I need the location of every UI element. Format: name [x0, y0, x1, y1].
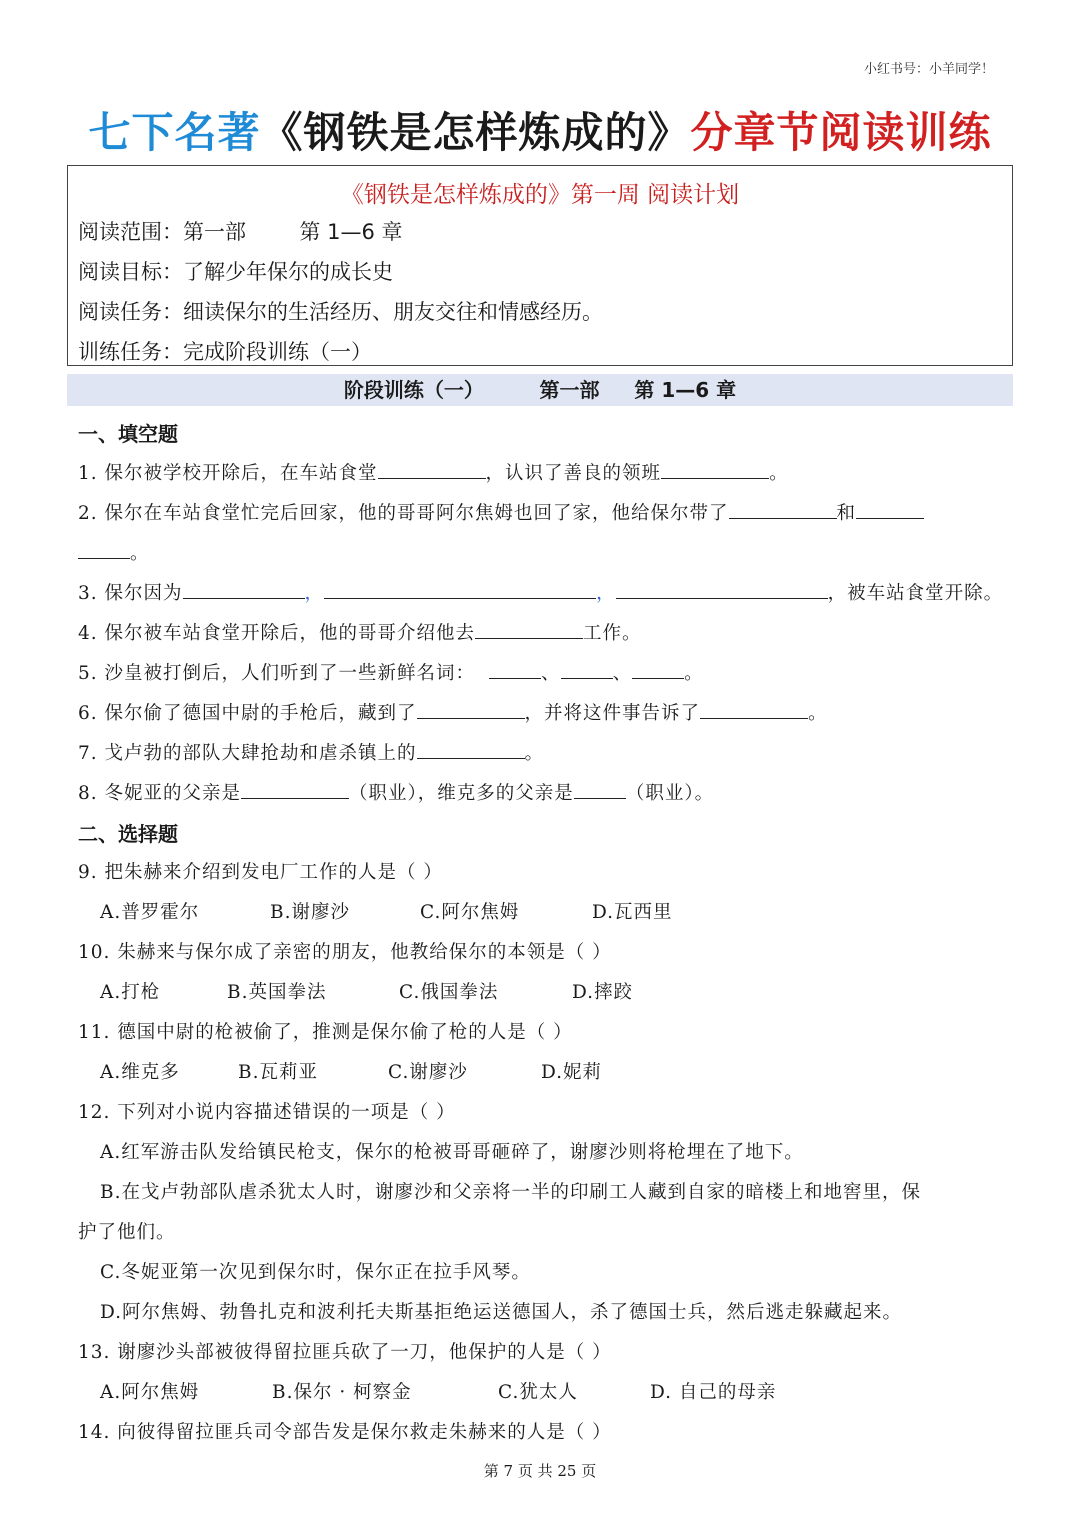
question-5: [78, 659, 704, 685]
q2-text-c: 。: [130, 543, 150, 564]
q13-option-b[interactable]: B.保尔 · 柯察金: [272, 1382, 412, 1403]
q12-option-b-cont[interactable]: 护了他们。: [78, 1222, 176, 1243]
q9-option-d[interactable]: D.瓦西里: [592, 902, 673, 923]
q1-blank-1[interactable]: [378, 460, 486, 479]
q9-option-c[interactable]: C.阿尔焦姆: [420, 902, 520, 923]
q2-text-a: 2. 保尔在车站食堂忙完后回家，他的哥哥阿尔焦姆也回了家，他给保尔带了: [78, 503, 729, 524]
q8-text-b: （职业），维克多的父亲是: [349, 783, 574, 804]
question-10-options: [100, 978, 633, 1004]
q11-option-c[interactable]: C.谢廖沙: [388, 1062, 468, 1083]
q7-blank-1[interactable]: [417, 740, 525, 759]
q1-blank-2[interactable]: [661, 460, 769, 479]
q6-text-b: ，并将这件事告诉了: [524, 703, 701, 724]
q1-text-b: ，认识了善良的领班: [485, 463, 662, 484]
plan-training: 训练任务：完成阶段训练（一）: [78, 340, 372, 364]
stage-heading-bar: 阶段训练（一） 第一部 第 1—6 章: [67, 374, 1013, 406]
question-2: [78, 499, 924, 525]
q3-blank-1[interactable]: [183, 580, 305, 599]
q10-option-b[interactable]: B.英国拳法: [227, 982, 327, 1003]
q5-sep-1: 、: [541, 663, 561, 684]
q13-option-a[interactable]: A.阿尔焦姆: [100, 1382, 200, 1403]
plan-goal: 阅读目标：了解少年保尔的成长史: [78, 260, 393, 284]
section-fill-heading: 一、填空题: [78, 422, 178, 446]
q9-option-a[interactable]: A.普罗霍尔: [100, 902, 200, 923]
q10-option-c[interactable]: C.俄国拳法: [399, 982, 499, 1003]
q7-text-b: 。: [524, 743, 545, 764]
q3-blank-2[interactable]: [324, 580, 596, 599]
q8-text-c: （职业）。: [625, 783, 715, 804]
q3-sep-2: ，: [596, 583, 616, 604]
q3-text-c: ，被车站食堂开除。: [827, 583, 1004, 604]
q5-blank-1[interactable]: [489, 660, 541, 679]
q7-text-a: 7. 戈卢勃的部队大肆抢劫和虐杀镇上的: [78, 743, 417, 764]
section-choice-heading: 二、选择题: [78, 822, 178, 846]
q13-option-c[interactable]: C.犹太人: [498, 1382, 578, 1403]
q4-blank-1[interactable]: [475, 620, 583, 639]
question-7: [78, 739, 544, 765]
q6-text-c: 。: [808, 703, 828, 724]
q12-option-b[interactable]: B.在戈卢勃部队虐杀犹太人时，谢廖沙和父亲将一半的印刷工人藏到自家的暗楼上和地窖里，保: [100, 1182, 921, 1203]
q5-blank-2[interactable]: [561, 660, 613, 679]
question-8: [78, 779, 714, 805]
plan-task: 阅读任务：细读保尔的生活经历、朋友交往和情感经历。: [78, 300, 603, 324]
q11-option-a[interactable]: A.维克多: [100, 1062, 180, 1083]
q6-blank-1[interactable]: [417, 700, 525, 719]
q12-option-d[interactable]: D.阿尔焦姆、勃鲁扎克和波利托夫斯基拒绝运送德国人，杀了德国士兵，然后逃走躲藏起来。: [100, 1302, 903, 1323]
q8-blank-1[interactable]: [241, 780, 349, 799]
q3-text-a: 3. 保尔因为: [78, 583, 183, 604]
q3-blank-3[interactable]: [616, 580, 828, 599]
question-4: [78, 619, 642, 645]
plan-range: 阅读范围：第一部 第 1—6 章: [78, 220, 403, 244]
question-13-options: [100, 1378, 776, 1404]
q13-option-d[interactable]: D. 自己的母亲: [650, 1382, 777, 1403]
question-9-stem: 9. 把朱赫来介绍到发电厂工作的人是（ ）: [78, 862, 443, 883]
q10-option-a[interactable]: A.打枪: [100, 982, 161, 1003]
q10-option-d[interactable]: D.摔跤: [572, 982, 634, 1003]
q11-option-d[interactable]: D.妮莉: [541, 1062, 603, 1083]
q5-sep-2: 、: [612, 663, 633, 684]
q12-option-a[interactable]: A.红军游击队发给镇民枪支，保尔的枪被哥哥砸碎了，谢廖沙则将枪埋在了地下。: [100, 1142, 804, 1163]
q3-sep-1: ，: [304, 583, 325, 604]
q9-option-b[interactable]: B.谢廖沙: [270, 902, 350, 923]
question-10-stem: 10. 朱赫来与保尔成了亲密的朋友，他教给保尔的本领是（ ）: [78, 942, 612, 963]
q6-blank-2[interactable]: [700, 700, 808, 719]
q1-text-c: 。: [769, 463, 789, 484]
title-part-3: 分章节阅读训练: [690, 108, 992, 157]
question-1: [78, 459, 789, 485]
page-number: 第 7 页 共 25 页: [483, 1462, 597, 1480]
question-13-stem: 13. 谢廖沙头部被彼得留拉匪兵砍了一刀，他保护的人是（ ）: [78, 1342, 612, 1363]
q6-text-a: 6. 保尔偷了德国中尉的手枪后，藏到了: [78, 703, 417, 724]
title-part-2: 《钢铁是怎样炼成的》: [260, 108, 691, 157]
question-12-stem: 12. 下列对小说内容描述错误的一项是（ ）: [78, 1102, 456, 1123]
page-title: [0, 100, 1080, 160]
question-9-options: [100, 898, 673, 924]
q2-blank-2-cont[interactable]: [78, 540, 130, 559]
question-2-cont: [78, 539, 150, 565]
q2-text-b: 和: [836, 503, 857, 524]
q1-text-a: 1. 保尔被学校开除后，在车站食堂: [78, 463, 378, 484]
q8-blank-2[interactable]: [574, 780, 626, 799]
q11-option-b[interactable]: B.瓦莉亚: [238, 1062, 318, 1083]
watermark-text: 小红书号：小羊同学！: [863, 62, 994, 77]
question-14-stem: 14. 向彼得留拉匪兵司令部告发是保尔救走朱赫来的人是（ ）: [78, 1422, 612, 1443]
q5-blank-3[interactable]: [632, 660, 684, 679]
q5-text-a: 5. 沙皇被打倒后，人们听到了一些新鲜名词：: [78, 663, 476, 684]
q12-option-c[interactable]: C.冬妮亚第一次见到保尔时，保尔正在拉手风琴。: [100, 1262, 531, 1283]
question-11-stem: 11. 德国中尉的枪被偷了，推测是保尔偷了枪的人是（ ）: [78, 1022, 573, 1043]
q5-text-c: 。: [684, 663, 704, 684]
question-11-options: [100, 1058, 602, 1084]
reading-plan-box: [67, 165, 1013, 366]
q4-text-a: 4. 保尔被车站食堂开除后，他的哥哥介绍他去: [78, 623, 476, 644]
plan-title: 《钢铁是怎样炼成的》第一周 阅读计划: [340, 182, 740, 208]
q4-text-b: 工作。: [583, 623, 642, 644]
q2-blank-2[interactable]: [856, 500, 924, 519]
question-6: [78, 699, 828, 725]
title-part-1: 七下名著: [88, 108, 261, 157]
q8-text-a: 8. 冬妮亚的父亲是: [78, 783, 242, 804]
question-3: [78, 579, 1003, 605]
q2-blank-1[interactable]: [729, 500, 837, 519]
